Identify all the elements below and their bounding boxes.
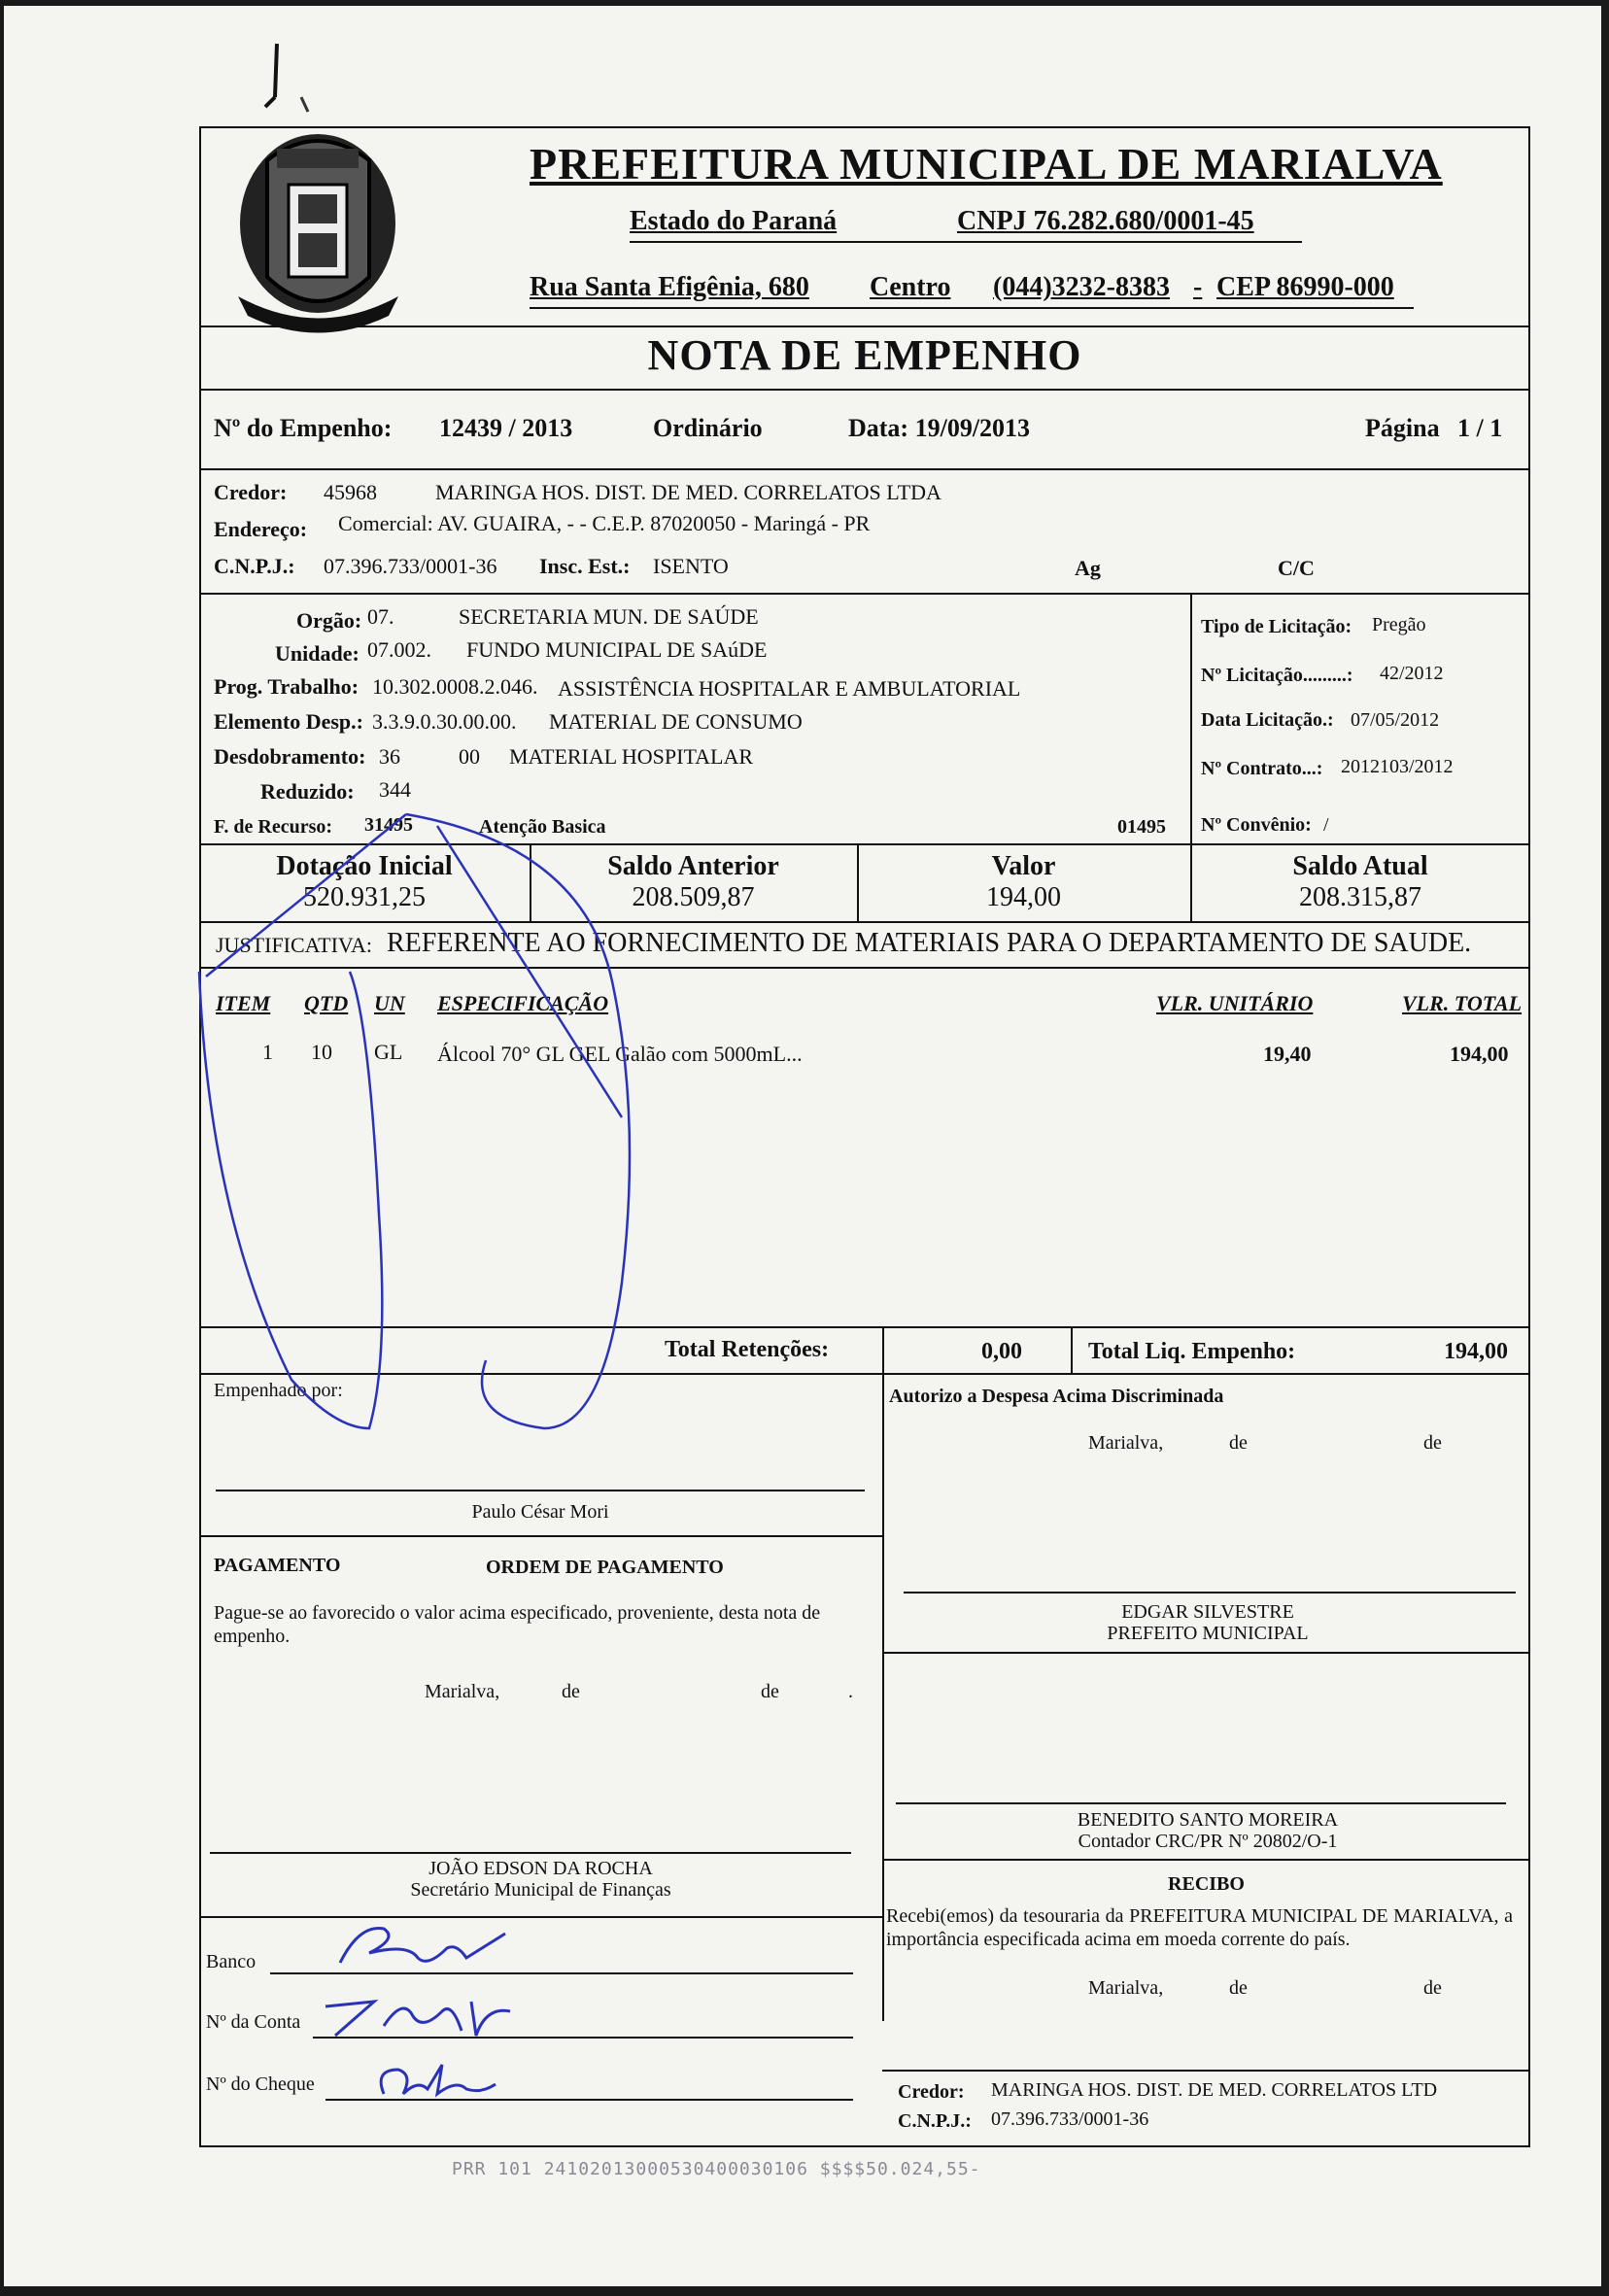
prog-code: 10.302.0008.2.046.	[372, 674, 538, 699]
empenho-number: 12439 / 2013	[439, 414, 573, 442]
recibo-text: Recebi(emos) da tesouraria da PREFEITURA MUNICIPAL DE MARIALVA, a importância especificada acima em moeda corrente do país.	[886, 1905, 1513, 1950]
desdobramento-code2: 00	[459, 744, 480, 769]
insc-value: ISENTO	[653, 554, 729, 578]
autenticacao-mecanica: PRR 101 24102013000530400030106 $$$$50.024,55-	[452, 2159, 981, 2179]
col-un: UN	[374, 991, 405, 1015]
orgao-code: 07.	[367, 604, 394, 629]
autorizo-de1: de	[1229, 1432, 1248, 1454]
data-licitacao-label: Data Licitação.:	[1201, 709, 1334, 731]
recibo-cnpj: 07.396.733/0001-36	[991, 2108, 1149, 2130]
item-vlr-total: 194,00	[1450, 1042, 1509, 1066]
unidade-code: 07.002.	[367, 637, 431, 662]
col-item: ITEM	[216, 991, 271, 1015]
retencoes-value: 0,00	[981, 1339, 1022, 1364]
bairro: Centro	[870, 272, 951, 302]
orgao-label: Orgão:	[296, 608, 362, 633]
page-label: Página	[1365, 414, 1440, 442]
contrato-label: Nº Contrato...:	[1201, 758, 1323, 779]
tipo-licitacao: Pregão	[1372, 614, 1426, 635]
liquido-value: 194,00	[1444, 1339, 1508, 1364]
account-label: C/C	[1278, 556, 1315, 580]
num-licitacao-label: Nº Licitação.........:	[1201, 665, 1353, 686]
cheque-signature	[369, 2055, 525, 2104]
reduzido-label: Reduzido:	[260, 779, 355, 804]
prefeitura-cnpj: CNPJ 76.282.680/0001-45	[957, 206, 1254, 236]
secretario-name: JOÃO EDSON DA ROCHA	[428, 1858, 653, 1879]
col-especificacao: ESPECIFICAÇÃO	[437, 991, 609, 1015]
recibo-local: Marialva,	[1088, 1977, 1164, 1999]
estado: Estado do Paraná	[630, 206, 838, 236]
document-title: NOTA DE EMPENHO	[647, 331, 1082, 379]
elemento-code: 3.3.9.0.30.00.00.	[372, 709, 517, 734]
credor-address: Comercial: AV. GUAIRA, - - C.E.P. 87020050 - Maringá - PR	[338, 511, 871, 535]
col-vlr-unitario: VLR. UNITÁRIO	[1156, 991, 1314, 1015]
elemento-name: MATERIAL DE CONSUMO	[549, 709, 803, 734]
dotacao-inicial-value: 520.931,25	[303, 882, 426, 912]
pagamento-ponto: .	[848, 1681, 853, 1702]
pague-se-text: Pague-se ao favorecido o valor acima especificado, proveniente, desta nota de empenho.	[214, 1602, 821, 1647]
insc-label: Insc. Est.:	[539, 554, 631, 578]
col-qtd: QTD	[304, 991, 349, 1015]
recurso-label: F. de Recurso:	[214, 816, 333, 838]
telefone: (044)3232-8383	[993, 272, 1170, 302]
separator-dash: -	[1193, 272, 1203, 302]
credor-code: 45968	[324, 480, 377, 504]
prefeito-name: EDGAR SILVESTRE	[1121, 1601, 1294, 1623]
banco-signature	[330, 1919, 525, 1977]
endereco-prefeitura: Rua Santa Efigênia, 680	[530, 272, 809, 302]
item-qtd: 10	[311, 1040, 332, 1064]
cnpj-label: C.N.P.J.:	[214, 554, 295, 578]
liquido-label: Total Liq. Empenho:	[1088, 1339, 1296, 1364]
credor-label: Credor:	[214, 480, 288, 504]
conta-signature	[316, 1987, 530, 2045]
autorizo-de2: de	[1423, 1432, 1442, 1454]
prefeitura-title: PREFEITURA MUNICIPAL DE MARIALVA	[530, 139, 1443, 188]
secretario-role: Secretário Municipal de Finanças	[410, 1879, 671, 1901]
justificativa-label: JUSTIFICATIVA:	[216, 933, 372, 957]
data-licitacao: 07/05/2012	[1351, 709, 1440, 731]
valor-value: 194,00	[986, 882, 1061, 912]
reduzido-value: 344	[379, 777, 411, 802]
justificativa-text: REFERENTE AO FORNECIMENTO DE MATERIAIS PARA O DEPARTAMENTO DE SAUDE.	[387, 928, 1472, 958]
convenio-value: /	[1323, 814, 1329, 836]
valor-label: Valor	[991, 851, 1056, 881]
recibo-cnpj-label: C.N.P.J.:	[898, 2110, 972, 2132]
prog-label: Prog. Trabalho:	[214, 674, 359, 699]
recibo-credor-name: MARINGA HOS. DIST. DE MED. CORRELATOS LTD	[991, 2079, 1438, 2101]
tipo-licitacao-label: Tipo de Licitação:	[1201, 616, 1352, 637]
cep: CEP 86990-000	[1216, 272, 1394, 302]
agency-label: Ag	[1075, 556, 1101, 580]
conta-label: Nº da Conta	[206, 2011, 301, 2033]
recibo-de1: de	[1229, 1977, 1248, 1999]
saldo-anterior-value: 208.509,87	[632, 882, 755, 912]
desdobramento-name: MATERIAL HOSPITALAR	[509, 744, 754, 769]
recibo-credor-label: Credor:	[898, 2081, 965, 2103]
empenho-type: Ordinário	[653, 414, 763, 442]
item-number: 1	[262, 1040, 273, 1064]
desdobramento-code1: 36	[379, 744, 400, 769]
contador-name: BENEDITO SANTO MOREIRA	[1077, 1809, 1339, 1831]
pagamento-local: Marialva,	[425, 1681, 500, 1702]
col-vlr-total: VLR. TOTAL	[1402, 991, 1523, 1015]
orgao-name: SECRETARIA MUN. DE SAÚDE	[459, 604, 759, 629]
cheque-label: Nº do Cheque	[206, 2073, 315, 2095]
endereco-label: Endereço:	[214, 517, 308, 541]
ordem-pagamento-label: ORDEM DE PAGAMENTO	[486, 1557, 724, 1578]
unidade-label: Unidade:	[275, 641, 359, 666]
item-un: GL	[374, 1040, 403, 1064]
retencoes-label: Total Retenções:	[665, 1337, 830, 1362]
pagamento-de2: de	[761, 1681, 779, 1702]
empenhado-name: Paulo César Mori	[471, 1501, 609, 1523]
autorizo-text: Autorizo a Despesa Acima Discriminada	[889, 1386, 1224, 1407]
recibo-de2: de	[1423, 1977, 1442, 1999]
recurso-code: 31495	[364, 814, 413, 836]
saldo-anterior-label: Saldo Anterior	[607, 851, 779, 881]
empenhado-label: Empenhado por:	[214, 1380, 343, 1401]
recurso-name: Atenção Basica	[479, 816, 606, 838]
prefeito-role: PREFEITO MUNICIPAL	[1107, 1623, 1309, 1644]
unidade-name: FUNDO MUNICIPAL DE SAúDE	[466, 637, 768, 662]
convenio-label: Nº Convênio:	[1201, 814, 1312, 836]
prog-name: ASSISTÊNCIA HOSPITALAR E AMBULATORIAL	[558, 676, 1021, 701]
recurso-number: 01495	[1117, 816, 1166, 838]
dotacao-inicial-label: Dotação Inicial	[276, 851, 453, 881]
desdobramento-label: Desdobramento:	[214, 744, 366, 769]
item-especificacao: Álcool 70° GL GEL Galão com 5000mL...	[437, 1042, 803, 1066]
contador-role: Contador CRC/PR Nº 20802/O-1	[1078, 1831, 1338, 1852]
recibo-title: RECIBO	[1168, 1873, 1245, 1895]
saldo-atual-value: 208.315,87	[1299, 882, 1421, 912]
num-licitacao: 42/2012	[1380, 663, 1444, 684]
item-vlr-unitario: 19,40	[1263, 1042, 1312, 1066]
credor-name: MARINGA HOS. DIST. DE MED. CORRELATOS LTDA	[435, 480, 941, 504]
empenho-number-label: Nº do Empenho:	[214, 414, 393, 442]
empenho-date: Data: 19/09/2013	[848, 414, 1031, 442]
pagamento-de1: de	[562, 1681, 580, 1702]
page-number: 1 / 1	[1457, 414, 1503, 442]
credor-cnpj: 07.396.733/0001-36	[324, 554, 497, 578]
elemento-label: Elemento Desp.:	[214, 709, 363, 734]
autorizo-local: Marialva,	[1088, 1432, 1164, 1454]
contrato-value: 2012103/2012	[1341, 756, 1454, 777]
saldo-atual-label: Saldo Atual	[1292, 851, 1428, 881]
banco-label: Banco	[206, 1951, 257, 1972]
pagamento-label: PAGAMENTO	[214, 1555, 341, 1576]
